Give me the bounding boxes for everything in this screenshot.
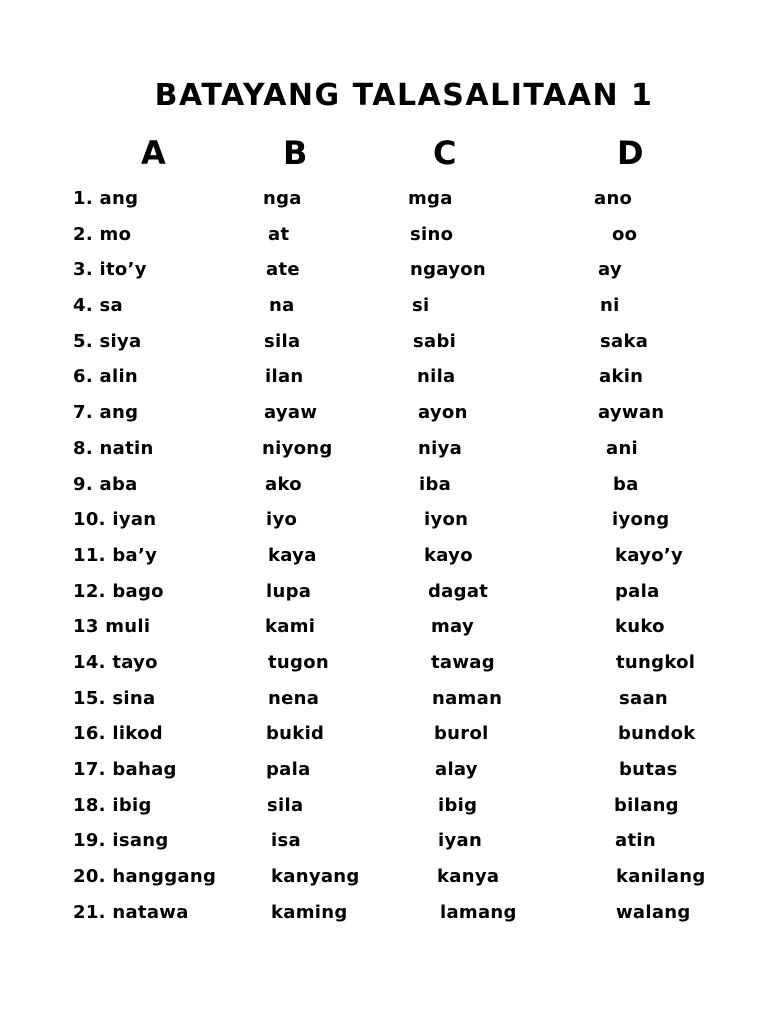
word-row [0,396,768,432]
word-col-b: ayaw [264,402,318,424]
word-row [0,432,768,468]
word-col-d: aywan [598,402,665,424]
word-col-d: bilang [614,794,679,816]
word-col-c: si [412,295,430,317]
word-col-a: 8. natin [73,437,154,459]
word-col-d: ano [594,188,633,209]
word-col-c: ngayon [410,259,487,281]
column-header-b: B [283,134,308,172]
word-row [0,824,768,860]
page-title: BATAYANG TALASALITAAN 1 [154,78,654,113]
word-col-b: isa [271,830,301,852]
word-col-b: kaming [271,901,348,923]
word-col-b: lupa [266,580,312,602]
word-col-b: kanyang [271,866,360,888]
word-col-d: ni [600,295,620,317]
word-row [0,360,768,396]
word-col-b: sila [264,330,301,352]
word-col-b: sila [267,794,304,816]
word-col-a: 4. sa [73,295,123,317]
word-col-c: ibig [438,794,478,816]
word-col-a: 21. natawa [73,901,189,923]
word-col-a: 2. mo [73,223,132,245]
word-col-b: nena [268,687,320,709]
word-col-d: akin [599,366,644,388]
word-col-d: oo [612,223,638,245]
word-col-a: 12. bago [73,580,164,602]
word-row [0,575,768,611]
word-col-a: 3. ito’y [73,259,147,281]
word-col-c: may [431,616,474,638]
word-col-d: ani [606,437,639,459]
word-row [0,468,768,504]
word-col-c: tawag [431,651,495,673]
word-col-b: at [268,223,290,245]
word-col-b: ate [266,259,300,281]
word-col-c: burol [434,723,489,745]
word-col-b: nga [263,188,302,209]
word-row [0,218,768,254]
word-col-a: 5. siya [73,330,142,352]
word-col-b: tugon [268,651,329,673]
word-col-b: kaya [268,544,317,566]
column-header-a: A [141,134,166,172]
word-col-d: kuko [615,616,665,638]
word-col-d: ba [613,473,639,495]
word-col-b: kami [265,616,316,638]
word-col-a: 16. likod [73,723,163,745]
word-col-c: kayo [424,544,473,566]
word-col-d: pala [615,580,660,602]
word-col-c: naman [432,687,503,709]
word-list [0,182,768,931]
word-col-d: atin [615,830,656,852]
word-col-b: iyo [266,509,298,531]
word-row [0,860,768,896]
word-col-a: 18. ibig [73,794,152,816]
word-col-c: dagat [428,580,489,602]
word-col-a: 11. ba’y [73,544,158,566]
word-row [0,646,768,682]
word-row [0,289,768,325]
word-col-c: alay [435,759,478,780]
word-col-a: 13 muli [73,616,151,638]
word-row [0,253,768,289]
word-col-a: 6. alin [73,366,139,388]
word-col-c: mga [408,188,453,209]
word-col-c: niya [418,437,463,459]
word-col-c: nila [417,366,456,388]
word-col-b: na [269,295,295,317]
word-col-c: iyon [424,509,469,531]
word-col-a: 19. isang [73,830,169,852]
word-col-c: lamang [440,901,517,923]
word-col-d: kanilang [616,866,706,888]
word-row [0,896,768,932]
word-col-c: kanya [437,866,500,888]
word-col-d: saka [600,330,649,352]
column-header-d: D [617,134,644,172]
word-col-a: 1. ang [73,188,139,209]
word-row [0,325,768,361]
word-row [0,789,768,825]
word-col-d: bundok [618,723,696,745]
word-col-a: 20. hanggang [73,866,217,888]
word-col-a: 15. sina [73,687,156,709]
word-col-b: niyong [262,437,333,459]
word-col-d: walang [616,901,691,923]
word-col-d: iyong [612,509,670,531]
word-col-a: 9. aba [73,473,138,495]
word-col-d: butas [619,759,678,780]
word-col-c: iba [419,473,452,495]
word-col-d: kayo’y [615,544,684,566]
word-row [0,682,768,718]
word-col-a: 17. bahag [73,759,177,780]
word-row [0,717,768,753]
word-col-d: ay [598,259,622,281]
word-col-a: 7. ang [73,402,139,424]
word-col-a: 10. iyan [73,509,157,531]
word-col-d: tungkol [616,651,696,673]
word-col-d: saan [619,687,669,709]
word-row [0,610,768,646]
word-col-c: sabi [413,330,457,352]
word-row [0,503,768,539]
word-row [0,539,768,575]
word-col-c: sino [410,223,454,245]
word-col-b: pala [266,759,311,780]
word-col-b: ilan [265,366,304,388]
word-col-a: 14. tayo [73,651,158,673]
word-row [0,753,768,789]
word-col-c: ayon [418,402,468,424]
word-col-b: ako [265,473,302,495]
word-col-b: bukid [266,723,325,745]
word-row [0,182,768,218]
column-header-c: C [433,134,457,172]
word-col-c: iyan [438,830,483,852]
